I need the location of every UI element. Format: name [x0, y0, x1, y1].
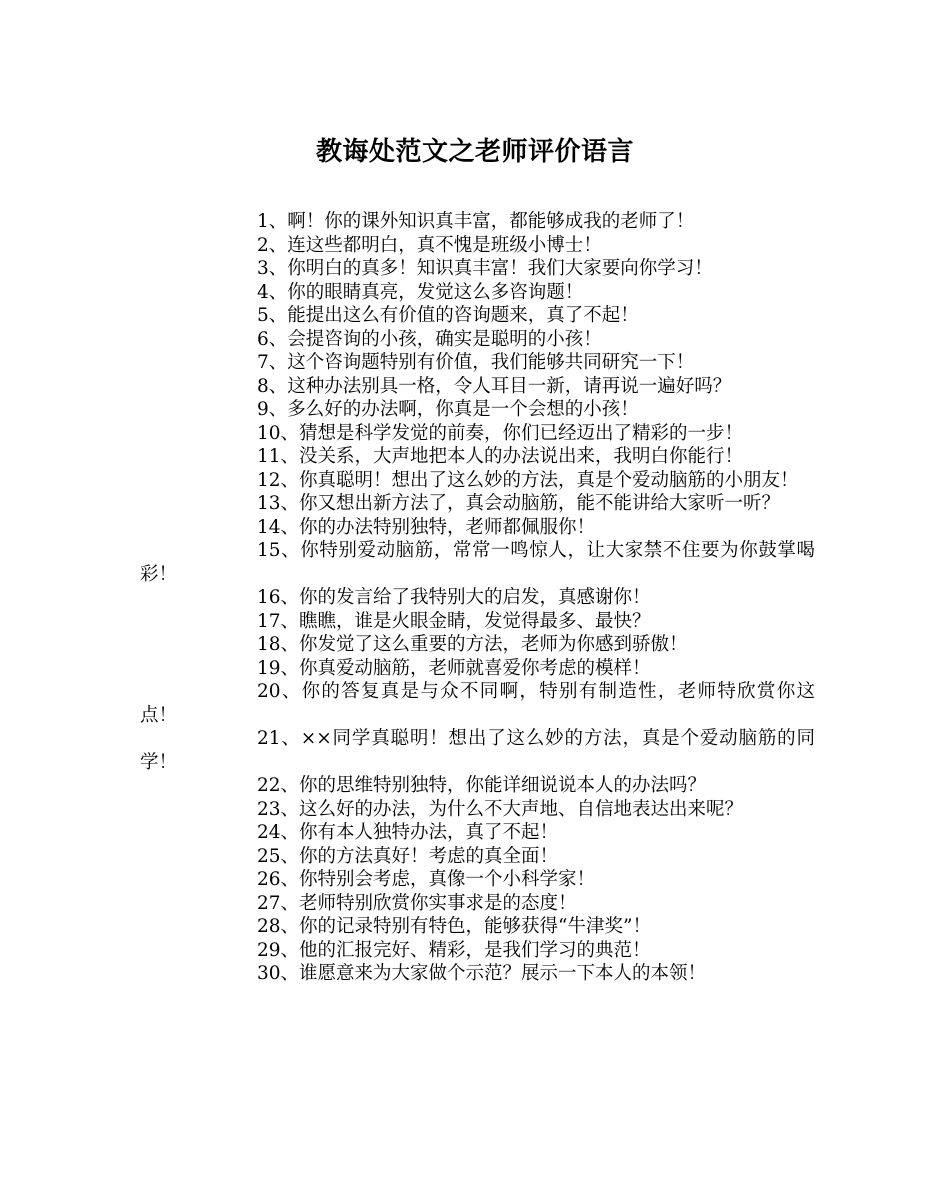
list-item: 19、你真爱动脑筋，老师就喜爱你考虑的模样！ [257, 657, 651, 679]
list-item: 7、这个咨询题特别有价值，我们能够共同研究一下！ [257, 352, 695, 373]
list-item: 5、能提出这么有价值的咨询题来，真了不起！ [257, 305, 639, 326]
list-item: 14、你的办法特别独特，老师都佩服你！ [257, 516, 596, 538]
list-item: 9、多么好的办法啊，你真是一个会想的小孩！ [257, 399, 639, 420]
list-item: 22、你的思维特别独特，你能详细说说本人的办法吗？ [257, 775, 707, 796]
list-item: 21、××同学真聪明！想出了这么妙的方法，真是个爱动脑筋的同学！ [140, 728, 815, 773]
list-item: 12、你真聪明！想出了这么妙的方法，真是个爱动脑筋的小朋友！ [257, 469, 799, 491]
list-item: 10、猜想是科学发觉的前奏，你们已经迈出了精彩的一步！ [257, 422, 744, 444]
list-item: 30、谁愿意来为大家做个示范？展示一下本人的本领！ [257, 963, 707, 984]
list-item: 1、啊！你的课外知识真丰富，都能够成我的老师了！ [257, 211, 695, 232]
list-item: 23、这么好的办法，为什么不大声地、自信地表达出来呢？ [257, 798, 744, 820]
evaluation-list [140, 210, 815, 986]
list-item: 2、连这些都明白，真不愧是班级小博士！ [257, 234, 602, 256]
list-item: 24、你有本人独特办法，真了不起！ [257, 822, 559, 843]
document-title: 教诲处范文之老师评价语言 [315, 137, 634, 167]
list-item: 29、他的汇报完好、精彩，是我们学习的典范！ [257, 939, 651, 961]
list-item: 28、你的记录特别有特色，能够获得“牛津奖”！ [257, 916, 651, 937]
list-item: 18、你发觉了这么重要的方法，老师为你感到骄傲！ [257, 634, 688, 655]
list-item: 20、你的答复真是与众不同啊，特别有制造性，老师特欣赏你这点！ [140, 681, 815, 726]
list-item: 4、你的眼睛真亮，发觉这么多咨询题！ [257, 281, 584, 303]
list-item: 16、你的发言给了我特别大的启发，真感谢你！ [257, 587, 651, 608]
list-item: 15、你特别爱动脑筋，常常一鸣惊人，让大家禁不住要为你鼓掌喝彩！ [140, 540, 815, 585]
list-item: 6、会提咨询的小孩，确实是聪明的小孩！ [257, 328, 602, 350]
list-item: 25、你的方法真好！考虑的真全面！ [257, 845, 559, 867]
list-item: 13、你又想出新方法了，真会动脑筋，能不能讲给大家听一听？ [257, 493, 781, 514]
list-item: 17、瞧瞧，谁是火眼金睛，发觉得最多、最快？ [257, 610, 651, 632]
list-item: 26、你特别会考虑，真像一个小科学家！ [257, 869, 596, 890]
list-item: 3、你明白的真多！知识真丰富！我们大家要向你学习！ [257, 258, 713, 279]
list-item: 27、老师特别欣赏你实事求是的态度！ [257, 892, 577, 914]
list-item: 11、没关系，大声地把本人的办法说出来，我明白你能行！ [257, 446, 744, 467]
list-item: 8、这种办法别具一格，令人耳目一新，请再说一遍好吗？ [257, 375, 732, 397]
